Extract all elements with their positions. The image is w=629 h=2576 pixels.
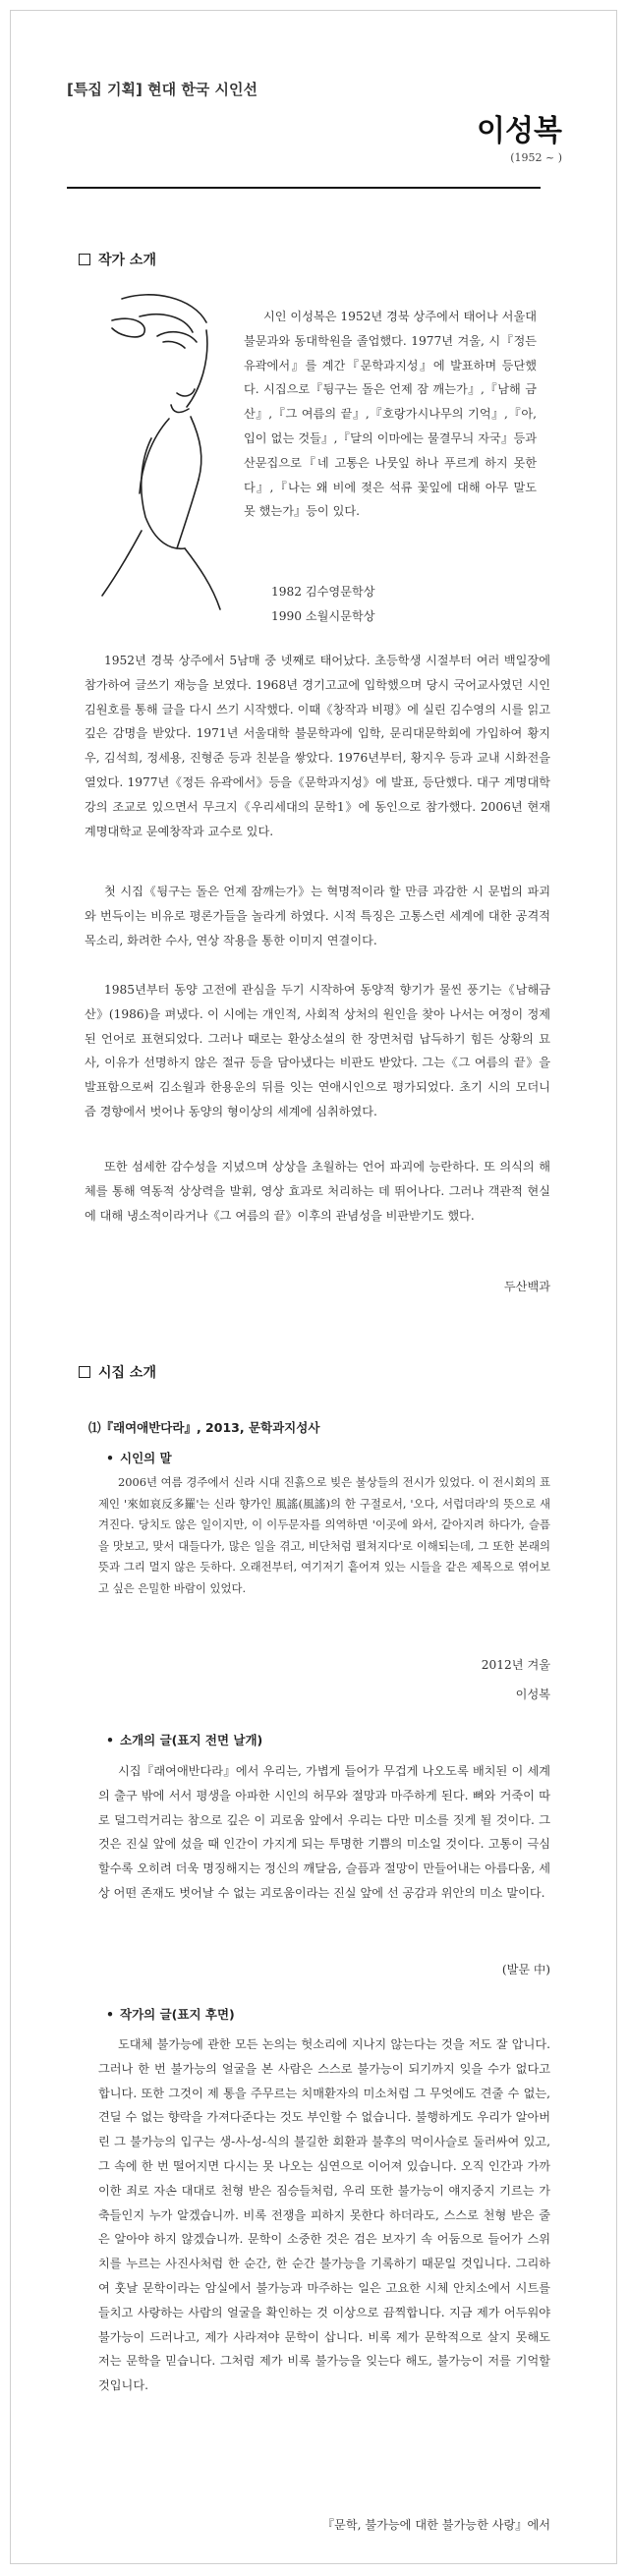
square-bullet-icon [79,254,90,265]
author-section-heading [79,250,156,269]
collection-section-title: 시집 소개 [98,1365,156,1381]
award-1: 1982 김수영문학상 [271,585,375,599]
poet-name: 이성복 [477,114,562,148]
bio-paragraph-1: 1952년 경북 상주에서 5남매 중 넷째로 태어났다. 초등학생 시절부터 여러 백일장에 참가하여 글쓰기 재능을 보였다. 1968년 경기고교에 입학했으며 당시 국어교사였던 시인 김원호를 통해 글을 다시 쓰기 시작했다. 이때《창작과 비평》에 실린 김수영의 시를 읽고 깊은 감명을 받았다. 1971년 서울대학 불문학과에 입학, 문리대문학회에 가입하여 황지우, 김석희, 정세용, 진형준 등과 친분을 쌓았다. 1976년부터, 황지우 등과 교내 시화전을 열었다. 1977년《정든 유곽에서》등을《문학과지성》에 발표, 등단했다. 대구 계명대학 강의 조교로 있으면서 무크지《우리세대의 문학1》에 동인으로 참가했다. 2006년 현재 계명대학교 문예창작과 교수로 있다. [85,654,550,838]
collection-section-heading [79,1362,156,1382]
bullet-dot-icon: • [106,1733,114,1747]
source-credit: 두산백과 [503,1280,550,1293]
front-cover-heading [106,1731,262,1748]
bio-paragraph-3: 1985년부터 동양 고전에 관심을 두기 시작하여 동양적 향기가 물씬 풍기는《남해금산》(1986)을 펴냈다. 이 시에는 개인적, 사회적 상처의 원인을 찾아 나서는 여정이 정제된 언어로 표현되었다. 그러나 때로는 환상소설의 한 장면처럼 납득하기 힘든 상황의 묘사, 이유가 선명하지 않은 절규 등을 담아냈다는 비판도 받았다. 그는《그 여름의 끝》을 발표함으로써 김소월과 한용운의 뒤를 잇는 연애시인으로 평가되었다. 초기 시의 모더니즘 경향에서 벗어나 동양의 형이상의 세계에 심취하였다. [85,983,551,1118]
poet-years: (1952 ~ ) [510,151,562,164]
poet-portrait-sketch [83,291,240,615]
back-cover-heading [106,2005,235,2023]
front-cover-heading-label: 소개의 글(표지 전면 날개) [120,1733,263,1747]
bullet-dot-icon: • [106,2007,114,2022]
poet-words-heading [106,1449,172,1466]
bio-paragraph-4: 또한 섬세한 감수성을 지녔으며 상상을 초월하는 언어 파괴에 능란하다. 또 의식의 해체를 통해 역동적 상상력을 발휘, 영상 효과로 처리하는 데 뛰어나다. 그러나 객관적 현실에 대해 냉소적이라거나《그 여름의 끝》이후의 관념성을 비판받기도 했다. [85,1160,550,1223]
author-intro: 시인 이성복은 1952년 경북 상주에서 태어나 서울대 불문과와 동대학원을 졸업했다. 1977년 겨울, 시『정든 유곽에서』를 계간『문학과지성』에 발표하며 등단했다. 시집으로『뒹구는 돌은 언제 잠 깨는가』,『남해 금산』,『그 여름의 끝』,『호랑가시나무의 기억』,『아, 입이 없는 것들』,『달의 이마에는 물결무늬 자국』등과 산문집으로『네 고통은 나뭇잎 하나 푸르게 하지 못한다』,『나는 왜 비에 젖은 석류 꽃잎에 대해 아무 말도 못 했는가』등이 있다. [244,310,537,519]
author-section-title: 작가 소개 [98,253,156,268]
bio-paragraph-2: 첫 시집《뒹구는 돌은 언제 잠깨는가》는 혁명적이라 할 만큼 과감한 시 문법의 파괴와 번득이는 비유로 평론가들을 놀라게 하였다. 시적 특징은 고통스런 세계에 대한 공격적 목소리, 화려한 수사, 연상 작용을 통한 이미지 연결이다. [85,885,550,947]
square-bullet-icon [79,1366,90,1378]
front-cover-text: 시집『래여애반다라』에서 우리는, 가볍게 들어가 무겁게 나오도록 배치된 이 세계의 출구 밖에 서서 평생을 아파한 시인의 허무와 절망과 마주하게 된다. 뼈와 거죽이 따로 덜그럭거리는 참으로 깊은 이 괴로움 앞에서 우리는 다만 미소를 짓게 될 것이다. 그것은 진실 앞에 섰을 때 인간이 가지게 되는 투명한 기쁨의 미소일 것이다. 고통이 극심할수록 오히려 더욱 명징해지는 정신의 깨달음, 슬픔과 절망이 만들어내는 아름다움, 세상 어떤 존재도 벗어날 수 없는 괴로움이라는 진실 앞에 선 공감과 위안의 미소 말이다. [98,1764,550,1900]
poet-words-date: 2012년 겨울 [481,1658,550,1672]
award-2: 1990 소월시문학상 [271,609,375,623]
book-title: ⑴『래여애반다라』, 2013, 문학과지성사 [88,1420,320,1435]
header-rule [67,187,541,189]
back-cover-heading-label: 작가의 글(표지 후면) [120,2007,235,2022]
back-cover-source: 『문학, 불가능에 대한 불가능한 사랑』에서 [321,2518,550,2532]
series-title: [특집 기획] 현대 한국 시인선 [67,81,257,98]
poet-words-signature: 이성복 [515,1688,550,1701]
poet-words-heading-label: 시인의 말 [120,1451,172,1465]
front-cover-credit: (발문 中) [501,1963,550,1976]
bullet-dot-icon: • [106,1451,114,1465]
poet-words-text: 2006년 여름 경주에서 신라 시대 진흙으로 빚은 불상들의 전시가 있었다. 이 전시회의 표제인 '來如哀反多羅'는 신라 향가인 風謠(風謠)의 한 구절로서, '오다, 서럽더라'의 뜻으로 새겨진다. 당치도 않은 일이지만, 이 이두문자를 의역하면 '이곳에 와서, 같아지려 하다가, 슬픔을 맛보고, 맞서 대들다가, 많은 일을 겪고, 비단처럼 펼쳐지다'로 이해되는데, 그 또한 본래의 뜻과 그리 멀지 않은 듯하다. 오래전부터, 여기저기 흩어져 있는 시들을 같은 제목으로 엮어보고 싶은 은밀한 바람이 있었다. [98,1475,550,1595]
back-cover-text: 도대체 불가능에 관한 모든 논의는 헛소리에 지나지 않는다는 것을 저도 잘 압니다. 그러나 한 번 불가능의 얼굴을 본 사람은 스스로 불가능이 되기까지 잊을 수가 없다고 합니다. 또한 그것이 제 통을 주무르는 치매환자의 미소처럼 그 무엇에도 견줄 수 없는, 견딜 수 없는 향락을 가져다준다는 것도 부인할 수 없습니다. 불행하게도 우리가 알아버린 그 불가능의 입구는 생-사-성-식의 불길한 회환과 불후의 먹이사슬로 둘러싸여 있고, 그 속에 한 번 떨어지면 다시는 못 나오는 심연으로 이어져 있습니다. 오직 인간과 가까이한 죄로 자손 대대로 천형 받은 짐승들처럼, 우리 또한 불가능이 얘지중지 기르는 가축들인지 누가 알겠습니까. 비록 전쟁을 피하지 못한다 하더라도, 스스로 천형 받은 줄은 알아야 하지 않겠습니까. 문학이 소중한 것은 검은 보자기 속 어둠으로 들어가 스위치를 누르는 사진사처럼 한 순간, 한 순간 불가능을 기록하기 때문일 것입니다. 그리하여 훗날 문학이라는 암실에서 불가능과 마주하는 일은 고요한 시체 안치소에서 시트를 들치고 사랑하는 사람의 얼굴을 확인하는 것 이상으로 끔찍합니다. 지금 제가 어두워야 불가능이 드러나고, 제가 사라져야 문학이 삽니다. 비록 제가 문학적으로 살지 못해도 저는 문학을 믿습니다. 그처럼 제가 비록 불가능을 잊는다 해도, 불가능이 저를 기억할 것입니다. [98,2037,550,2393]
